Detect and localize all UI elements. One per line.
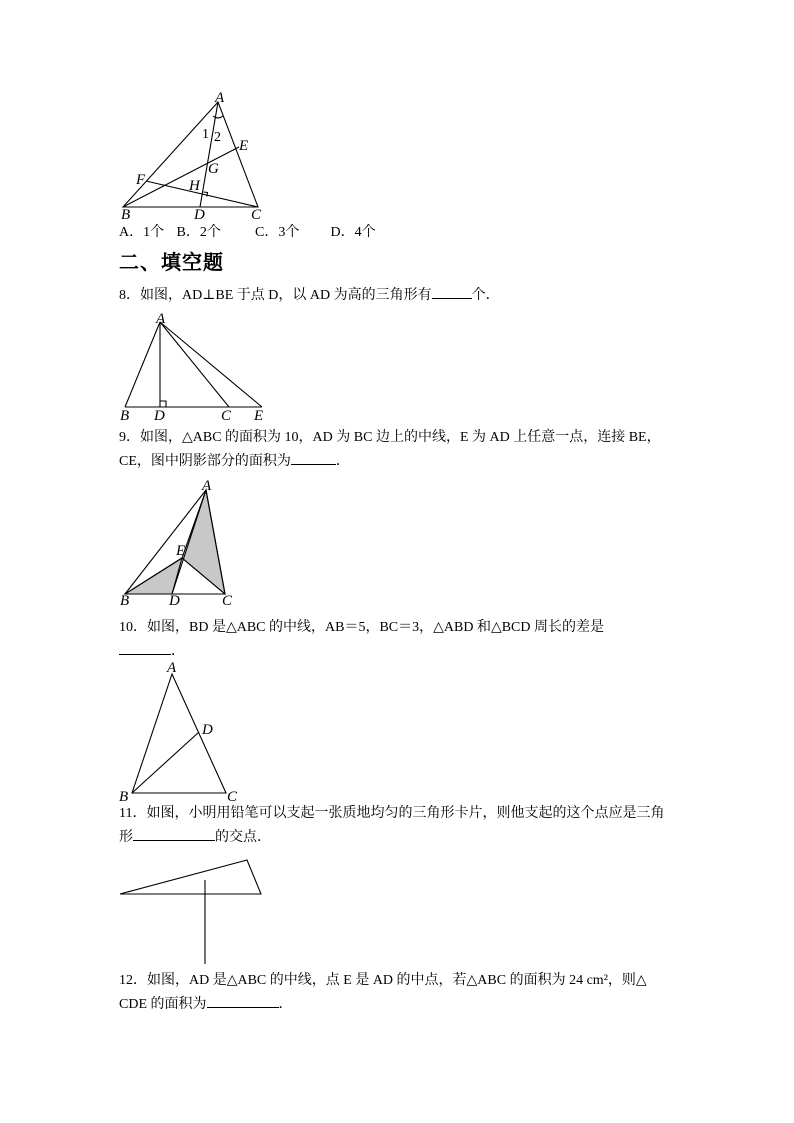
label-c: C [227, 789, 238, 805]
q12-blank [207, 993, 279, 1008]
segment-ab [125, 322, 160, 407]
q9-blank [291, 450, 336, 465]
label-d: D [202, 722, 213, 738]
segment-cf [146, 181, 258, 207]
q8-figure [110, 308, 280, 423]
q10-line1: 10．如图，BD 是△ABC 的中线，AB＝5，BC＝3，△ABD 和△BCD 周长的差是 [119, 620, 605, 635]
q8-text-after: 个． [471, 288, 500, 303]
label-d: D [154, 408, 165, 424]
q10-blank [119, 640, 171, 655]
label-a: A [202, 478, 212, 494]
label-e: E [254, 408, 264, 424]
segment-ac [160, 322, 229, 407]
label-c: C [222, 593, 233, 609]
q9-line2 [119, 450, 350, 473]
q10-figure [110, 656, 250, 806]
label-d: D [169, 593, 180, 609]
q12-text-before: CDE 的面积为 [119, 997, 207, 1012]
q11-figure [110, 855, 280, 970]
choice-d: D．4个 [330, 225, 376, 240]
q11-line1: 11．如图，小明用铅笔可以支起一张质地均匀的三角形卡片，则他支起的这个点应是三角 [119, 806, 665, 821]
label-e: E [176, 543, 186, 559]
q12-text-after: ． [278, 997, 293, 1012]
q8-blank [432, 284, 472, 299]
q7-figure [110, 92, 280, 222]
label-g: G [208, 161, 219, 177]
label-c: C [221, 408, 232, 424]
q9-text-before: CE，图中阴影部分的面积为 [119, 454, 291, 469]
right-angle-mark [160, 401, 166, 407]
choice-c: C．3个 [255, 225, 300, 240]
label-b: B [120, 593, 130, 609]
q7-diagram [110, 92, 280, 222]
q11-text-after: 的交点． [215, 830, 271, 845]
q12-line2 [119, 993, 293, 1016]
label-angle-2: 2 [214, 130, 221, 145]
q11-blank [133, 826, 215, 841]
q8-text-before: 8．如图，AD⊥BE 于点 D，以 AD 为高的三角形有 [119, 288, 432, 303]
q9-diagram [110, 478, 250, 608]
triangle-card [120, 860, 261, 894]
q7-choices [119, 221, 376, 241]
angle-arc [213, 116, 223, 118]
label-d: D [194, 207, 205, 223]
q11-text-before: 形 [119, 830, 133, 845]
label-f: F [136, 172, 146, 188]
label-a: A [215, 90, 225, 106]
q8-diagram [110, 308, 280, 423]
q9-line1: 9．如图，△ABC 的面积为 10，AD 为 BC 边上的中线，E 为 AD 上任意一点，连接 BE， [119, 430, 661, 445]
q10-text-after: ． [171, 644, 185, 659]
q12-line1: 12．如图，AD 是△ABC 的中线，点 E 是 AD 的中点，若△ABC 的面积为 24 cm²，则△ [119, 973, 647, 988]
label-b: B [119, 789, 129, 805]
segment-ae [160, 322, 262, 407]
label-c: C [251, 207, 262, 223]
label-angle-1: 1 [202, 127, 209, 142]
label-h: H [189, 178, 200, 194]
label-a: A [156, 311, 166, 327]
q11-diagram [110, 855, 280, 970]
q10-diagram [110, 656, 250, 806]
label-b: B [121, 207, 131, 223]
section-heading: 二、填空题 [119, 250, 224, 274]
label-b: B [120, 408, 130, 424]
q8-text [119, 284, 500, 307]
label-a: A [167, 660, 177, 676]
choice-a: A．1个 [119, 225, 165, 240]
label-e: E [239, 138, 249, 154]
choice-b: B．2个 [176, 225, 221, 240]
q11-line2 [119, 826, 271, 849]
q9-text-after: ． [335, 454, 350, 469]
q9-figure [110, 478, 250, 608]
